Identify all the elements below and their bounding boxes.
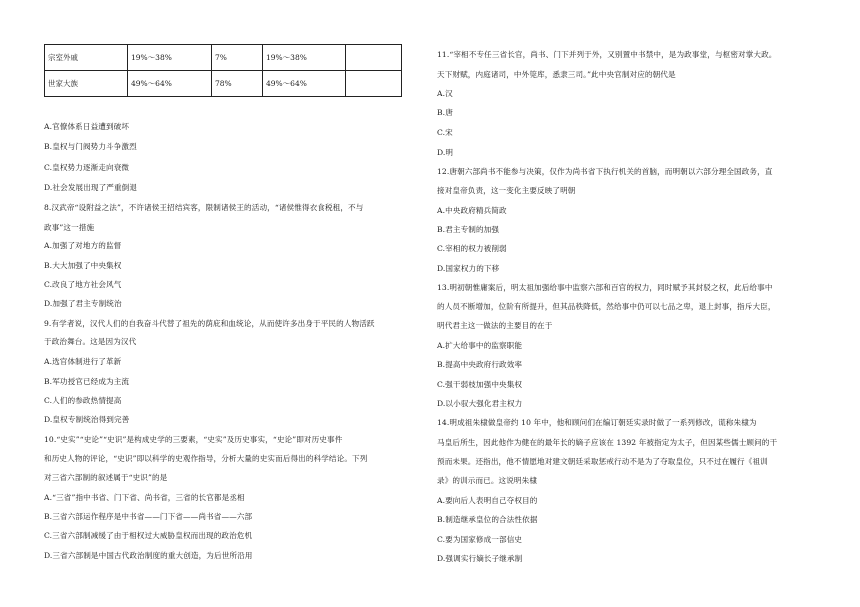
option-line: D.社会发展出现了严重倒退	[44, 183, 138, 192]
question-14-text: 14.明成祖朱棣做皇帝约 10 年中，他和顾问们在编订朝廷实录时做了一系列修改，谎称朱棣为	[437, 418, 757, 427]
question-12-text: 12.唐朝六部尚书不能参与决策，仅作为尚书省下执行机关的首脑，而明朝以六部分理全国政务，直	[437, 167, 773, 176]
question-11-text: 天下财赋，内庭诸司，中外筦库，悉隶三司。”此中央官制对应的朝代是	[437, 70, 676, 79]
option-line: A.加强了对地方的监督	[44, 241, 122, 250]
option-line: A.官僚体系日益遭到破坏	[44, 122, 130, 131]
option-line: C.宋	[437, 128, 453, 137]
option-line: D.皇权专制统治得到完善	[44, 415, 130, 424]
option-line: C.改良了地方社会风气	[44, 280, 122, 289]
statistics-table	[44, 44, 402, 97]
option-line: D.强调实行嫡长子继承制	[437, 554, 523, 563]
option-line: B.大大加强了中央集权	[44, 261, 122, 270]
question-8-text: 8.汉武帝“设附益之法”，不许诸侯王招结宾客，限制诸侯王的活动，“诸侯惟得衣食税租，不与	[44, 203, 364, 212]
question-14-text: 录》的训示而已。这说明朱棣	[437, 476, 538, 485]
option-line: D.国家权力的下移	[437, 264, 500, 273]
table-cell: 宗室外戚	[45, 45, 128, 71]
question-9-text: 于政治舞台。这是因为汉代	[44, 337, 137, 346]
question-10-text: 和历史人物的评论，“史识”即以科学的史观作指导，分析大量的史实而后得出的科学结论。下列	[44, 454, 368, 463]
table-cell	[346, 45, 402, 71]
question-14-text: 马皇后所生，因此他作为健在的最年长的嫡子应该在 1392 年被指定为太子，但因某些儒士顾问的干	[437, 438, 778, 447]
question-10-text: 对三省六部制的叙述属于“史识”的是	[44, 473, 168, 482]
table-cell: 19%～38%	[263, 45, 346, 71]
option-line: B.三省六部运作程序是中书省——门下省——尚书省——六部	[44, 512, 253, 521]
option-line: C.人们的参政热情提高	[44, 396, 122, 405]
option-line: D.加强了君主专制统治	[44, 299, 122, 308]
question-9-text: 9.有学者说，汉代人们的自我奋斗代替了祖先的荫庇和血统论，从而使许多出身于平民的人物活跃	[44, 319, 375, 328]
table-cell: 49%～64%	[263, 71, 346, 97]
option-line: B.唐	[437, 108, 453, 117]
question-12-text: 接对皇帝负责，这一变化主要反映了明朝	[437, 186, 576, 195]
option-line: A.选官体制进行了革新	[44, 357, 122, 366]
option-line: C.强干弱枝加强中央集权	[437, 380, 523, 389]
option-line: A.中央政府精兵简政	[437, 206, 507, 215]
option-line: B.军功授官已经成为主流	[44, 377, 130, 386]
option-line: A.要向后人表明自己夺权目的	[437, 496, 538, 505]
table-cell: 世家大族	[45, 71, 128, 97]
option-line: D.明	[437, 148, 454, 157]
question-13-text: 的人员不断增加，位阶有所提升，但其品秩降低，然给事中仍可以七品之卑，退上封事，指斥大臣，	[437, 302, 776, 311]
question-8-text: 政事”这一措施	[44, 223, 95, 232]
option-line: D.以小驭大强化君主权力	[437, 399, 523, 408]
question-13-text: 明代君主这一做法的主要目的在于	[437, 321, 553, 330]
option-line: C.三省六部制减缓了由于相权过大威胁皇权而出现的政治危机	[44, 531, 253, 540]
table-cell: 19%～38%	[128, 45, 212, 71]
option-line: A.汉	[437, 89, 453, 98]
option-line: D.三省六部制是中国古代政治制度的重大创造，为后世所沿用	[44, 551, 253, 560]
option-line: B.提高中央政府行政效率	[437, 360, 523, 369]
table-cell	[346, 71, 402, 97]
question-11-text: 11.“宰相不专任三省长官，尚书、门下并列于外，又别置中书禁中，是为政事堂，与枢密对掌大政。	[437, 50, 777, 59]
option-line: B.皇权与门阀势力斗争激烈	[44, 142, 137, 151]
option-line: C.要为国家修成一部信史	[437, 535, 523, 544]
table-row	[45, 45, 402, 71]
question-14-text: 预而未果。还指出，他不情愿地对建文朝廷采取惩戒行动不是为了夺取皇位，只不过在履行《祖训	[437, 457, 768, 466]
table-cell: 49%～64%	[128, 71, 212, 97]
option-line: A.“三省”指中书省、门下省、尚书省，三省的长官都是丞相	[44, 493, 245, 502]
option-line: C.皇权势力逐渐走向衰微	[44, 163, 130, 172]
option-line: C.宰相的权力被削弱	[437, 244, 507, 253]
option-line: B.君主专制的加强	[437, 225, 500, 234]
option-line: A.扩大给事中的监察职能	[437, 341, 523, 350]
table-row	[45, 71, 402, 97]
table-cell: 78%	[212, 71, 263, 97]
table-cell: 7%	[212, 45, 263, 71]
question-10-text: 10.“史实”“史论”“史识”是构成史学的三要素，“史实”及历史事实，“史论”即对历史事件	[44, 435, 343, 444]
question-13-text: 13.明初朝惟庸案后，明太祖加强给事中监察六部和百官的权力，同时赋予其封驳之权，此后给事中	[437, 283, 773, 292]
option-line: B.制造继承皇位的合法性依据	[437, 515, 538, 524]
